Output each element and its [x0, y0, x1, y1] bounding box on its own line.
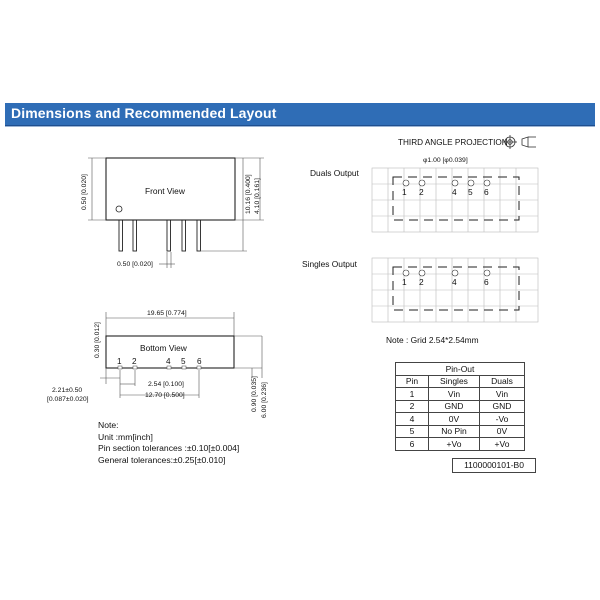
table-row [396, 425, 525, 438]
bottom-pin-label: 4 [166, 357, 171, 366]
notes-heading: Note: [98, 420, 119, 430]
pinout-cell: 1 [396, 388, 429, 401]
duals-label: Duals Output [310, 168, 359, 178]
singles-grid [372, 258, 538, 322]
pinout-cell: 0V [480, 425, 525, 438]
pinout-cell: 4 [396, 413, 429, 426]
bottom-pin-label: 2 [132, 357, 137, 366]
pinout-cell: 0V [429, 413, 480, 426]
projection-symbol-icon [503, 135, 536, 149]
bottom-dim-right-small: 0.90 [0.035] [251, 376, 258, 412]
duals-hole-dim: φ1.00 [φ0.039] [423, 157, 468, 164]
singles-layout [302, 258, 538, 322]
bottom-view [47, 310, 268, 418]
front-dim-left: 0.50 [0.020] [81, 174, 88, 210]
table-row [396, 438, 525, 451]
bottom-dim-right-total: 6.00 [0.236] [261, 382, 268, 418]
duals-layout [310, 157, 538, 232]
pinout-cell: -Vo [480, 413, 525, 426]
duals-pin-label: 4 [452, 187, 457, 197]
pinout-cell: 5 [396, 425, 429, 438]
duals-pin-label: 2 [419, 187, 424, 197]
singles-pin-label: 4 [452, 277, 457, 287]
grid-note: Note : Grid 2.54*2.54mm [386, 335, 479, 345]
singles-pin-label: 6 [484, 277, 489, 287]
table-row [396, 400, 525, 413]
notes-unit: Unit :mm[inch] [98, 431, 153, 442]
pinout-cell: 2 [396, 400, 429, 413]
pinout-title: Pin-Out [396, 363, 525, 376]
duals-pin-label: 6 [484, 187, 489, 197]
bottom-pin-label: 1 [117, 357, 122, 366]
pin1-marker [116, 206, 122, 212]
projection-label: THIRD ANGLE PROJECTION [398, 138, 508, 147]
pinout-cell: No Pin [429, 425, 480, 438]
table-row [396, 388, 525, 401]
pinout-header: Singles [429, 375, 480, 388]
bottom-pin-label: 5 [181, 357, 186, 366]
notes-pin-tolerance: Pin section tolerances :±0.10[±0.004] [98, 443, 240, 453]
pinout-cell: Vin [429, 388, 480, 401]
bottom-dim-pitch: 2.54 [0.100] [148, 381, 184, 388]
pinout-cell: 6 [396, 438, 429, 451]
bottom-dim-span: 12.70 [0.500] [145, 392, 185, 399]
front-view-pins [119, 220, 201, 251]
singles-pin-label: 1 [402, 277, 407, 287]
drawing-code: 1100000101-B0 [452, 458, 536, 473]
notes-general-tolerance: General tolerances:±0.25[±0.010] [98, 454, 226, 465]
pinout-table [395, 362, 525, 451]
singles-pin-label: 2 [419, 277, 424, 287]
front-view [81, 158, 264, 268]
bottom-dim-length: 19.65 [0.774] [147, 310, 187, 317]
singles-label: Singles Output [302, 259, 357, 269]
bottom-pin-label: 6 [197, 357, 202, 366]
front-view-title: Front View [145, 186, 185, 196]
duals-pin-label: 5 [468, 187, 473, 197]
notes-block [98, 420, 239, 466]
front-dim-total: 10.16 [0.400] [245, 174, 252, 214]
front-dim-body: 4.10 [0.161] [254, 178, 261, 214]
duals-pin-label: 1 [402, 187, 407, 197]
pinout-cell: GND [429, 400, 480, 413]
pinout-cell: +Vo [429, 438, 480, 451]
front-dim-pin-width: 0.50 [0.020] [117, 261, 153, 268]
duals-grid [372, 168, 538, 232]
pinout-cell: Vin [480, 388, 525, 401]
pinout-header: Duals [480, 375, 525, 388]
bottom-view-title: Bottom View [140, 343, 187, 353]
table-row [396, 413, 525, 426]
pinout-header: Pin [396, 375, 429, 388]
pinout-cell: GND [480, 400, 525, 413]
section-title: Dimensions and Recommended Layout [11, 105, 277, 121]
pinout-cell: +Vo [480, 438, 525, 451]
bottom-dim-left: 0.30 [0.012] [94, 322, 101, 358]
bottom-dim-edge-in: [0.087±0.020] [47, 396, 89, 403]
bottom-dim-edge-mm: 2.21±0.50 [52, 387, 83, 394]
